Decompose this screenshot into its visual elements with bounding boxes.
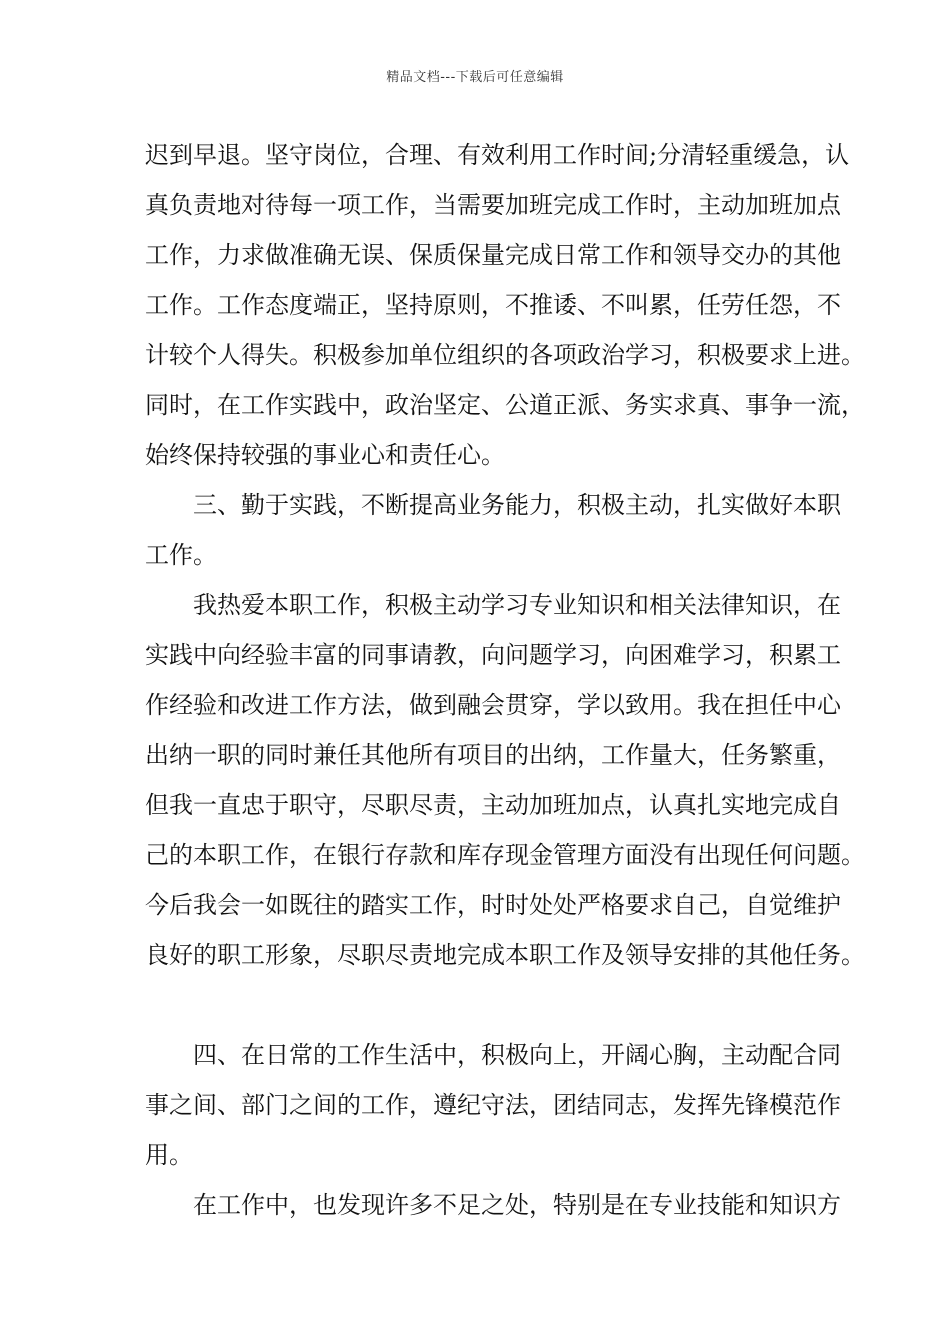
paragraph-gap bbox=[145, 980, 825, 1030]
text-line: 始终保持较强的事业心和责任心。 bbox=[145, 441, 505, 469]
text-line: 作经验和改进工作方法，做到融会贯穿，学以致用。我在担任中心 bbox=[145, 691, 841, 719]
text-line: 用。 bbox=[145, 1141, 193, 1169]
text-line: 出纳一职的同时兼任其他所有项目的出纳，工作量大，任务繁重， bbox=[145, 741, 841, 769]
text-line: 今后我会一如既往的踏实工作，时时处处严格要求自己，自觉维护 bbox=[145, 891, 841, 919]
text-line: 工作，力求做准确无误、保质保量完成日常工作和领导交办的其他 bbox=[145, 241, 841, 269]
text-line: 真负责地对待每一项工作，当需要加班完成工作时，主动加班加点 bbox=[145, 191, 841, 219]
text-line: 良好的职工形象，尽职尽责地完成本职工作及领导安排的其他任务。 bbox=[145, 941, 865, 969]
text-line: 己的本职工作，在银行存款和库存现金管理方面没有出现任何问题。 bbox=[145, 841, 865, 869]
text-line: 迟到早退。坚守岗位，合理、有效利用工作时间;分清轻重缓急，认 bbox=[145, 141, 850, 169]
document-body bbox=[145, 130, 865, 1230]
section-heading-4: 四、在日常的工作生活中，积极向上，开阔心胸，主动配合同 bbox=[193, 1041, 841, 1069]
text-line: 但我一直忠于职守，尽职尽责，主动加班加点，认真扎实地完成自 bbox=[145, 791, 841, 819]
section-heading-3: 三、勤于实践，不断提高业务能力，积极主动，扎实做好本职 bbox=[193, 491, 841, 519]
paragraph-start: 在工作中，也发现许多不足之处，特别是在专业技能和知识方 bbox=[193, 1191, 841, 1219]
text-line: 同时，在工作实践中，政治坚定、公道正派、务实求真、事争一流， bbox=[145, 391, 865, 419]
text-line: 工作。工作态度端正，坚持原则，不推诿、不叫累，任劳任怨，不 bbox=[145, 291, 841, 319]
text-line: 实践中向经验丰富的同事请教，向问题学习，向困难学习，积累工 bbox=[145, 641, 841, 669]
text-line: 事之间、部门之间的工作，遵纪守法，团结同志，发挥先锋模范作 bbox=[145, 1091, 841, 1119]
paragraph-start: 我热爱本职工作，积极主动学习专业知识和相关法律知识，在 bbox=[193, 591, 841, 619]
text-line: 工作。 bbox=[145, 541, 217, 569]
page-header: 精品文档---下载后可任意编辑 bbox=[386, 70, 564, 85]
text-line: 计较个人得失。积极参加单位组织的各项政治学习，积极要求上进。 bbox=[145, 341, 865, 369]
